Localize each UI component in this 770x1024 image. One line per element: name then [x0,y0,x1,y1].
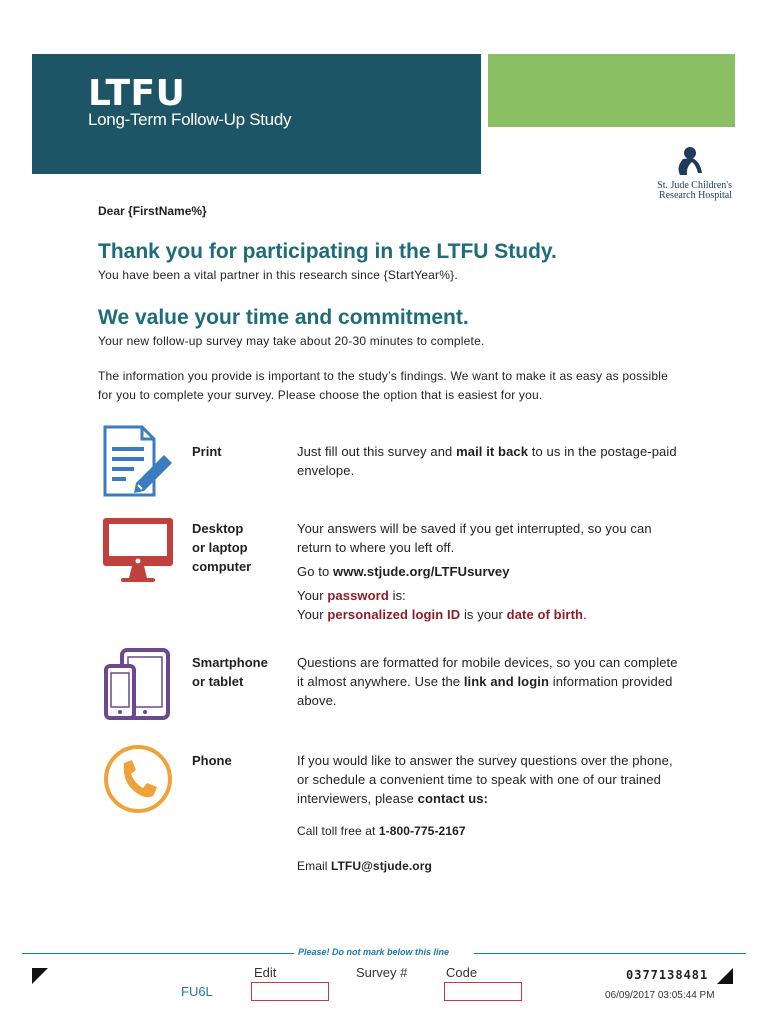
document-pen-icon [102,425,174,497]
monitor-icon [101,516,175,584]
option-desktop-desc: Your answers will be saved if you get interrupted, so you can return to where you left off. [297,521,652,555]
instructions-text: The information you provide is important to the study’s findings. We want to make it as easy as possible for you to complete your survey. Please choose the option that is easiest for you. [98,369,668,402]
green-accent-block [488,54,735,127]
ltfu-banner [32,54,481,174]
registration-mark-left [32,968,48,984]
option-print-label: Print [192,444,222,459]
phone-number-link[interactable]: 1-800-775-2167 [378,824,466,838]
code-label: Code [446,965,478,980]
st-jude-logo-text [640,181,732,201]
option-mobile-desc: Questions are formatted for mobile devices, so you can complete it almost anywhere. Use the link and login information provided above. [297,655,678,708]
edit-box[interactable] [251,982,329,1001]
registration-mark-right [717,968,733,984]
survey-duration-text: Your new follow-up survey may take about 20-30 minutes to complete. [98,334,485,348]
logo-line2: Research Hospital [658,190,732,201]
option-mobile-label [192,653,268,691]
phone-tablet-icon [104,648,170,720]
greeting: Dear {FirstName%} [98,204,207,218]
partner-since-text: You have been a vital partner in this research since {StartYear%}. [98,268,458,282]
heading-value-time: We value your time and commitment. [98,306,469,329]
form-code: FU6L [181,984,213,999]
timestamp: 06/09/2017 03:05:44 PM [605,990,715,1001]
banner-title: LTFU [88,73,186,114]
telephone-icon [102,743,174,815]
do-not-mark-notice: Please! Do not mark below this line [298,947,450,957]
desktop-label-line1: Desktop [192,521,244,536]
footer-rule-right [474,953,746,954]
email-link[interactable]: LTFU@stjude.org [330,859,432,873]
call-line: Call toll free at 1-800-775-2167 [297,824,466,838]
option-phone-desc: If you would like to answer the survey questions over the phone, or schedule a convenient time to speak with one of our trained interviewers, please contact us: [297,753,673,806]
password-line: Your password is: [297,588,406,603]
login-id-line: Your personalized login ID is your date of birth. [297,607,587,622]
desktop-label-line3: computer [192,559,252,574]
logo-line1: St. Jude Children's [657,180,732,191]
option-desktop-label [192,519,251,576]
footer-rule-left [22,953,294,954]
survey-number-label: Survey # [356,965,408,980]
survey-url-line: Go to www.stjude.org/LTFUsurvey [297,564,510,579]
email-line: Email LTFU@stjude.org [297,859,432,873]
edit-label: Edit [254,965,277,980]
mobile-label-line1: Smartphone [192,655,268,670]
barcode-number: 0377138481 [626,968,709,982]
code-box[interactable] [444,982,522,1001]
option-phone-label: Phone [192,753,232,768]
survey-url-link[interactable]: www.stjude.org/LTFUsurvey [333,564,510,579]
banner-subtitle: Long-Term Follow-Up Study [88,110,292,129]
mobile-label-line2: or tablet [192,674,244,689]
heading-thank-you: Thank you for participating in the LTFU Study. [98,240,557,263]
option-print-desc: Just fill out this survey and mail it back to us in the postage-paid envelope. [297,444,677,478]
desktop-label-line2: or laptop [192,540,248,555]
